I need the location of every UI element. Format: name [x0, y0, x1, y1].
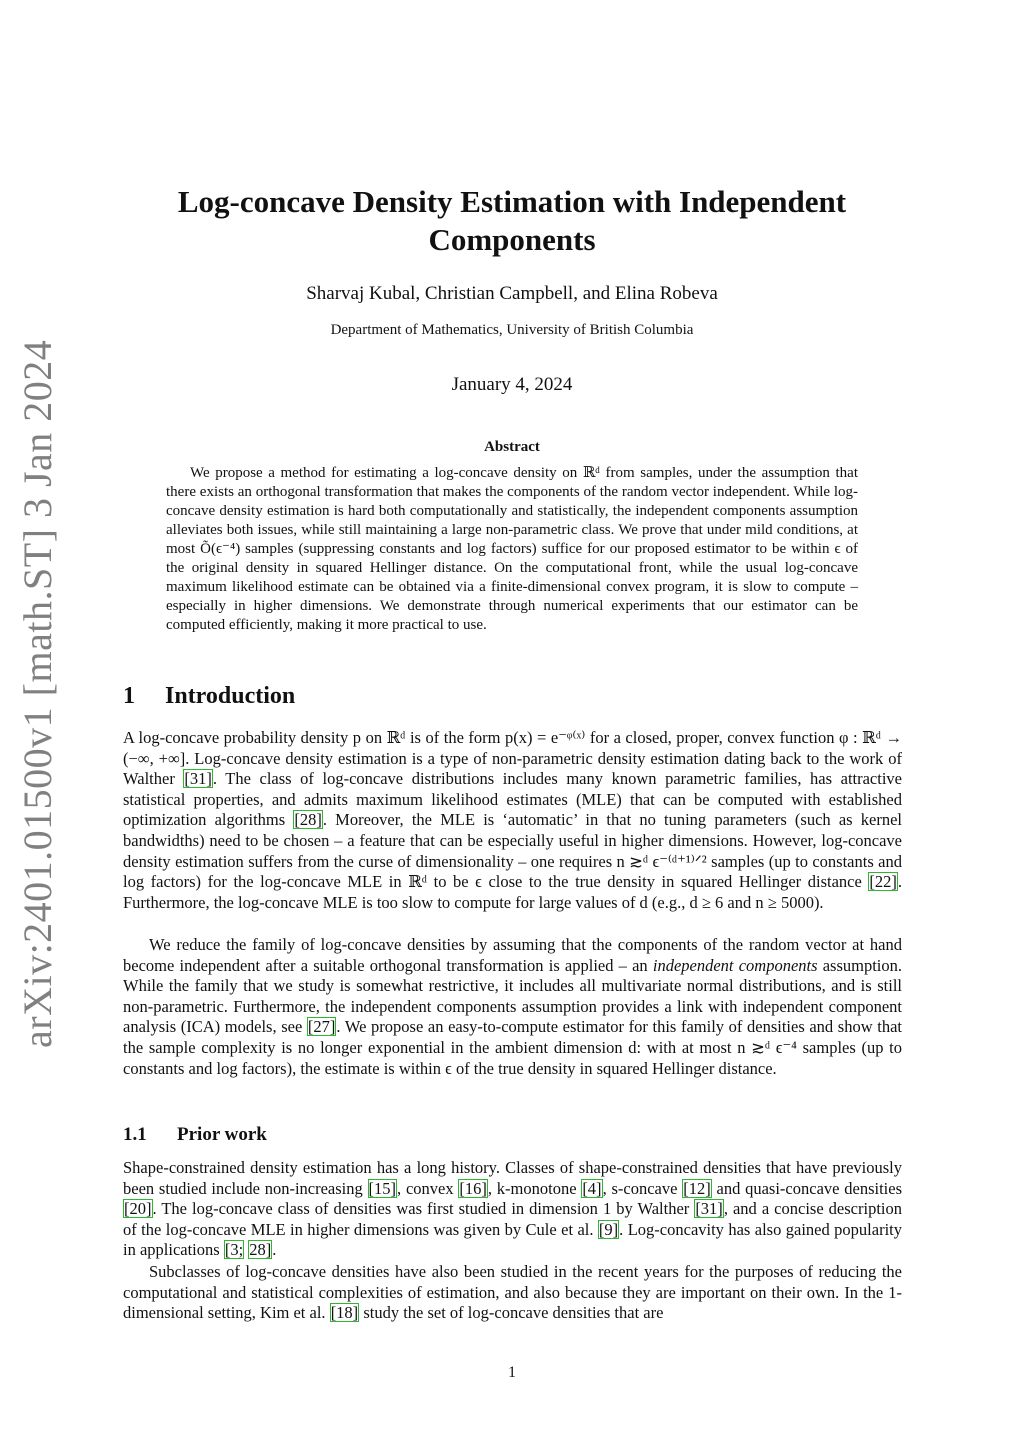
text-run: A log-concave probability density p on ℝᵈ is of the form p(x) = e⁻ᵠ⁽ˣ⁾ for a closed, proper, convex function φ : ℝᵈ → (−∞, +∞]. Log-concave density estimation is a type of non-parametric density estimation dating back to the work of Walther [123, 728, 902, 789]
author-list: Sharvaj Kubal, Christian Campbell, and Elina Robeva [306, 283, 718, 304]
citation-link[interactable]: [15] [368, 1178, 397, 1198]
citation-link[interactable]: [12] [683, 1178, 711, 1198]
subsection-heading-prior-work [123, 1124, 267, 1146]
text-run: Shape-constrained density estimation has a long history. Classes of shape-constrained densities that have previously been studied include non-increasing [123, 1158, 902, 1198]
citation-link[interactable]: [4] [582, 1178, 602, 1198]
emphasis-text: independent components [652, 955, 818, 975]
citation-link[interactable]: [22] [869, 872, 897, 892]
text-run: . [272, 1240, 277, 1260]
citation-link[interactable]: [20] [124, 1199, 152, 1219]
text-run: , convex [397, 1178, 459, 1198]
section-title: Introduction [165, 683, 296, 709]
text-run: We reduce the family of log-concave densities by assuming that the components of the random vector at hand become independent after a suitable orthogonal transformation is applied – an [123, 935, 902, 975]
text-run: , s-concave [602, 1178, 683, 1198]
citation-link[interactable]: [28] [294, 810, 322, 830]
citation-link[interactable]: [9] [598, 1219, 619, 1239]
citation-link[interactable]: [18] [330, 1303, 359, 1323]
text-run: study the set of log-concave densities that are [359, 1303, 664, 1323]
paper-title: Log-concave Density Estimation with Independent Components [177, 184, 847, 257]
text-run: , k-monotone [487, 1178, 582, 1198]
abstract-heading: Abstract [484, 439, 540, 455]
prior-work-paragraph-2 [123, 1262, 902, 1324]
citation-link[interactable]: [3; [224, 1240, 244, 1260]
citation-link[interactable]: [31] [184, 769, 212, 789]
citation-link[interactable]: [31] [695, 1199, 723, 1219]
text-run: Subclasses of log-concave densities have also been studied in the recent years for the purposes of reducing the computational and statistical complexities of estimation, and also because they are important on their own. In the 1-dimensional setting, Kim et al. [123, 1262, 902, 1323]
citation-link[interactable]: [16] [459, 1178, 487, 1198]
text-run: . Log-concavity has also gained popularity in applications [123, 1219, 902, 1260]
text-run: assumption. While the family that we study is somewhat restrictive, it includes all multivariate normal distributions, and is still non-parametric. Furthermore, the independent components assumption provides a link with independent component analysis (ICA) models, see [123, 955, 903, 1037]
citation-link[interactable]: [27] [307, 1017, 336, 1037]
text-run: . Furthermore, the log-concave MLE is too slow to compute for large values of d (e.g., d ≥ 6 and n ≥ 5000). [123, 872, 902, 912]
section-heading-introduction [123, 683, 295, 710]
affiliation: Department of Mathematics, University of British Columbia [330, 322, 694, 338]
intro-paragraph-1 [123, 728, 902, 913]
publication-date: January 4, 2024 [451, 374, 573, 395]
section-number: 1 [123, 683, 135, 709]
prior-work-paragraph-1 [123, 1158, 902, 1261]
text-run: . We propose an easy-to-compute estimator for this family of densities and show that the sample complexity is no longer exponential in the ambient dimension d: with at most n ≳ᵈ ϵ⁻⁴ samples (up to constants and log factors), the estimate is within ϵ of the true density in squared Hellinger distance. [123, 1017, 902, 1078]
text-run: , and a concise description of the log-concave MLE in higher dimensions was given by Cule et al. [123, 1199, 902, 1239]
subsection-number: 1.1 [123, 1124, 147, 1145]
arxiv-identifier: arXiv:2401.01500v1 [math.ST] 3 Jan 2024 [15, 339, 60, 1048]
text-run: . The class of log-concave distributions includes many known parametric families, has attractive statistical properties, and admits maximum likelihood estimates (MLE) that can be computed with established optimization algorithms [123, 769, 902, 830]
page-number: 1 [508, 1364, 516, 1381]
citation-link[interactable]: 28] [249, 1240, 272, 1260]
text-run: and quasi-concave densities [711, 1178, 902, 1198]
subsection-title: Prior work [177, 1124, 267, 1145]
text-run: . The log-concave class of densities was first studied in dimension 1 by Walther [152, 1199, 695, 1219]
text-run: . Moreover, the MLE is ‘automatic’ in that no tuning parameters (such as kernel bandwidths) need to be chosen – a feature that can be especially useful in higher dimensions. However, log-concave density estimation suffers from the curse of dimensionality – one requires n ≳ᵈ ϵ⁻⁽ᵈ⁺¹⁾ᐟ² samples (up to constants and log factors) for the log-concave MLE in ℝᵈ to be ϵ close to the true density in squared Hellinger distance [123, 810, 902, 892]
abstract-body: We propose a method for estimating a log-concave density on ℝᵈ from samples, under the assumption that there exists an orthogonal transformation that makes the components of the random vector independent. While log-concave density estimation is hard both computationally and statistically, the independent components assumption alleviates both issues, while still maintaining a large non-parametric class. We prove that under mild conditions, at most Õ(ϵ⁻⁴) samples (suppressing constants and log factors) suffice for our proposed estimator to be within ϵ of the original density in squared Hellinger distance. On the computational front, while the usual log-concave maximum likelihood estimate can be obtained via a finite-dimensional convex program, it is slow to compute – especially in higher dimensions. We demonstrate through numerical experiments that our estimator can be computed efficiently, making it more practical to use. [166, 465, 858, 633]
intro-paragraph-2 [123, 935, 902, 1079]
